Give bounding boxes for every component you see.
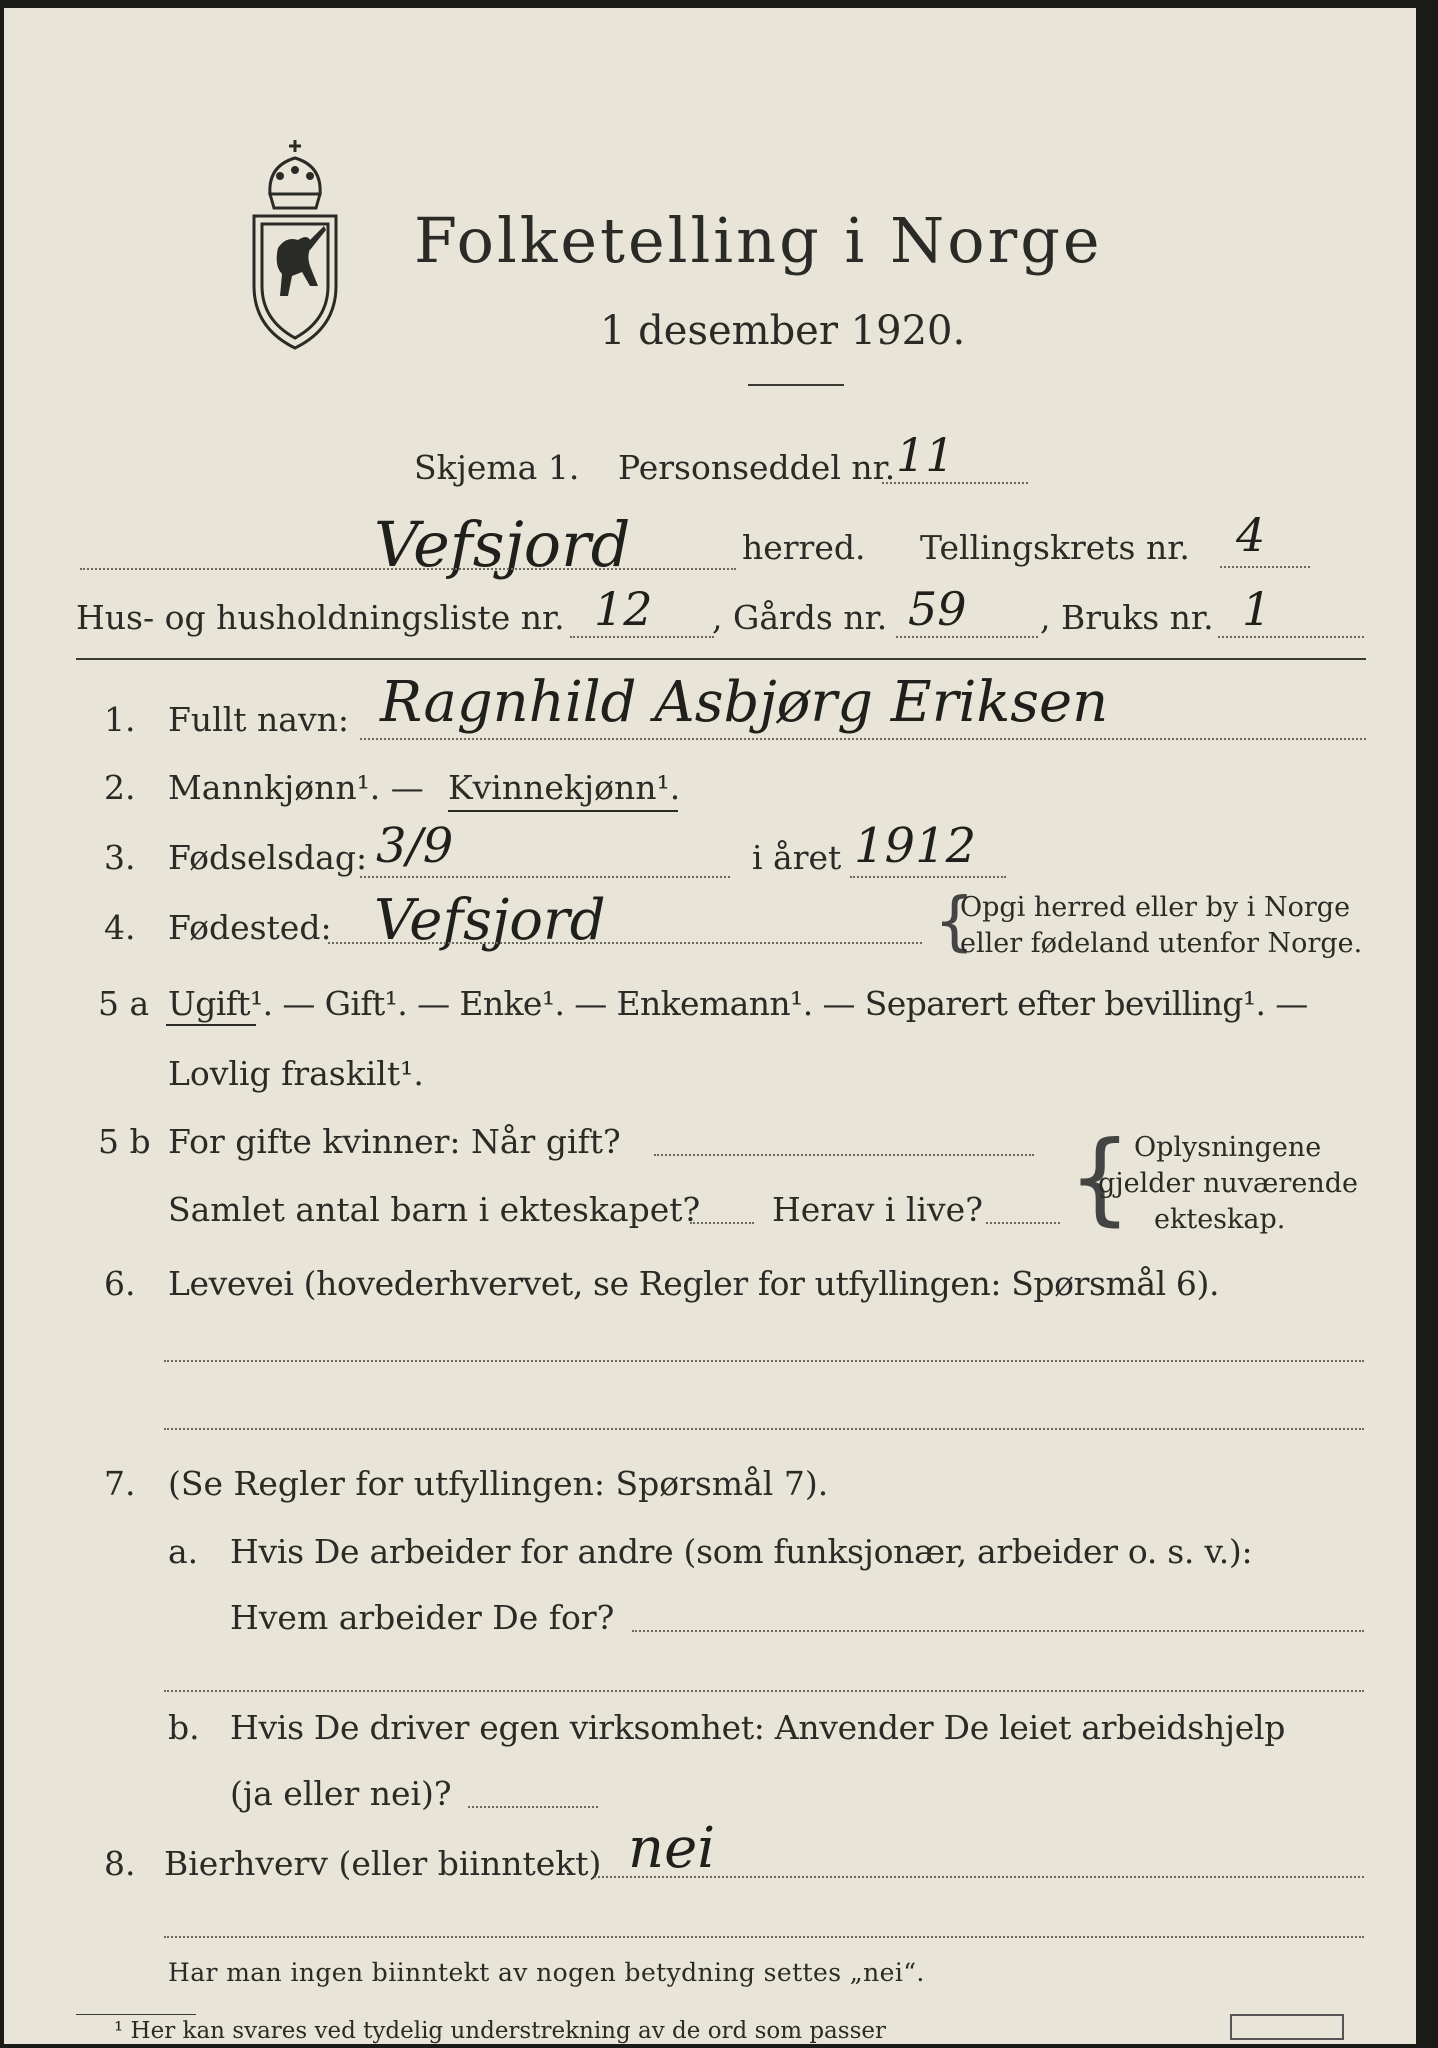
tellingskrets-label: Tellingskrets nr. <box>920 528 1190 567</box>
q4-birthplace-value: Vefsjord <box>374 888 606 953</box>
q1-label: Fullt navn: <box>168 700 349 739</box>
q7b-yes-no-label: (ja eller nei)? <box>230 1774 452 1813</box>
footnote: ¹ Her kan svares ved tydelig understrekning av de ord som passer <box>114 2018 886 2044</box>
q6-label: Levevei (hovederhvervet, se Regler for utfyllingen: Spørsmål 6). <box>168 1264 1220 1303</box>
q1-field <box>360 738 1366 740</box>
q5b-children-label: Samlet antal barn i ekteskapet? <box>168 1190 701 1229</box>
title-divider <box>748 384 844 386</box>
q5b-married-when-field <box>654 1154 1034 1156</box>
q8-number: 8. <box>104 1844 136 1883</box>
gards-field <box>896 636 1038 638</box>
q7b-letter: b. <box>168 1708 200 1747</box>
q7a-letter: a. <box>168 1532 199 1571</box>
gards-label: , Gårds nr. <box>712 598 888 637</box>
q7-number: 7. <box>104 1464 136 1503</box>
q5b-alive-label: Herav i live? <box>772 1190 983 1229</box>
q3-year-label: i året <box>752 838 842 877</box>
q3-year-value: 1912 <box>854 818 977 874</box>
footer-note: Har man ingen biinntekt av nogen betydning settes „nei“. <box>168 1958 925 1987</box>
q7b-yes-no-field <box>468 1806 598 1808</box>
census-date: 1 desember 1920. <box>600 308 966 354</box>
bruks-value: 1 <box>1242 582 1272 636</box>
q4-label: Fødested: <box>168 908 332 947</box>
husliste-field <box>570 636 714 638</box>
herred-label: herred. <box>742 528 866 567</box>
q8-field-line-2 <box>164 1936 1364 1938</box>
personseddel-label: Personseddel nr. <box>618 448 896 487</box>
q8-label: Bierhverv (eller biinntekt) <box>164 1844 602 1883</box>
q4-note-line-2: eller fødeland utenfor Norge. <box>960 928 1363 959</box>
q2-number: 2. <box>104 768 136 807</box>
q5b-number: 5 b <box>98 1122 151 1161</box>
header-separator <box>76 658 1366 660</box>
q4-number: 4. <box>104 908 136 947</box>
q8-field <box>594 1876 1364 1878</box>
q3-field <box>360 876 730 878</box>
form-title: Folketelling i Norge <box>414 204 1103 277</box>
q5a-marital-options: Ugift¹. — Gift¹. — Enke¹. — Enkemann¹. — Separert efter bevilling¹. — <box>168 984 1308 1023</box>
q5b-note-line-3: ekteskap. <box>1154 1204 1286 1235</box>
q7a-employer-label: Hvem arbeider De for? <box>230 1598 615 1637</box>
q4-note-line-1: Opgi herred eller by i Norge <box>960 892 1351 923</box>
herred-field <box>80 568 736 570</box>
printer-stamp <box>1230 2014 1344 2040</box>
census-form-page <box>4 8 1416 2044</box>
q7-label: (Se Regler for utfyllingen: Spørsmål 7). <box>168 1464 829 1503</box>
footnote-rule <box>76 2014 196 2015</box>
herred-value: Vefsjord <box>374 508 631 581</box>
personseddel-field <box>882 482 1028 484</box>
q2-female-underline <box>448 810 678 812</box>
bruks-field <box>1218 636 1364 638</box>
q5a-ugift-underline <box>166 1024 256 1026</box>
q3-year-field <box>850 876 1006 878</box>
q3-number: 3. <box>104 838 136 877</box>
husliste-label: Hus- og husholdningsliste nr. <box>76 598 565 637</box>
q1-full-name-value: Ragnhild Asbjørg Eriksen <box>380 670 1109 735</box>
q7a-question: Hvis De arbeider for andre (som funksjonær, arbeider o. s. v.): <box>230 1532 1253 1571</box>
q7a-field-line-2 <box>164 1690 1364 1692</box>
q1-number: 1. <box>104 700 136 739</box>
q2-female-option: Kvinnekjønn¹. <box>448 768 681 807</box>
q5b-note-line-2: gjelder nuværende <box>1098 1168 1358 1199</box>
personseddel-value: 11 <box>896 428 955 482</box>
bruks-label: , Bruks nr. <box>1040 598 1214 637</box>
q3-label: Fødselsdag: <box>168 838 368 877</box>
gards-value: 59 <box>908 582 967 636</box>
q5b-children-field <box>690 1222 754 1224</box>
norwegian-coat-of-arms-icon <box>240 136 350 354</box>
q3-birthday-value: 3/9 <box>376 818 454 874</box>
q5a-number: 5 a <box>98 984 150 1023</box>
tellingskrets-field <box>1220 566 1310 568</box>
q5b-married-when-label: For gifte kvinner: Når gift? <box>168 1122 621 1161</box>
q4-brace: { <box>934 885 975 959</box>
schema-label: Skjema 1. <box>414 448 580 487</box>
q5b-alive-field <box>986 1222 1060 1224</box>
q5b-brace: { <box>1068 1119 1132 1236</box>
q6-number: 6. <box>104 1264 136 1303</box>
q2-male-option: Mannkjønn¹. — <box>168 768 424 807</box>
husliste-value: 12 <box>594 582 653 636</box>
q5b-note-line-1: Oplysningene <box>1134 1132 1322 1163</box>
q6-field-line-2 <box>164 1428 1364 1430</box>
q6-field-line-1 <box>164 1360 1364 1362</box>
q5a-divorced-option: Lovlig fraskilt¹. <box>168 1054 424 1093</box>
q8-side-income-value: nei <box>628 1816 716 1881</box>
q7a-employer-field <box>632 1630 1364 1632</box>
q7b-question: Hvis De driver egen virksomhet: Anvender De leiet arbeidshjelp <box>230 1708 1286 1747</box>
tellingskrets-value: 4 <box>1236 508 1266 562</box>
q4-field <box>328 942 922 944</box>
